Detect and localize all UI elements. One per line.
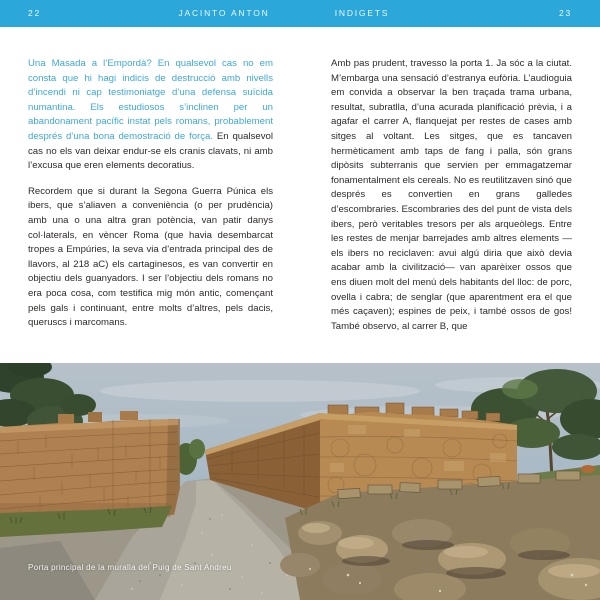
paragraph-3: Amb pas prudent, travesso la porta 1. Ja sóc a la ciutat. M’embarga una sensació d’estranya eufòria. L’audioguia em convida a observar la ben traçada trama urbana, resultat, subratlla, d’una acurada planificació prèvia, i a agafar el carrer A, flanquejat per restes de cases amb sitges al voltant. Les sitges, que es tancaven hermèticament amb taps de fang i palla, són grans dipòsits subterranis que servien per emmagatzemar fonamentalment els cereals. No es reutilitzaven sinó que després es convertien en grans galledes d’escombraries. Escombraries des del punt de vista dels ibers, però veritables tresors per als arqueòlegs. Entre les restes de menjar barrejades amb altres elements —els ibers no reciclaven: avui algú diria que això devia acabar amb la civilització— van aparèixer ossos que ens diuen molt del menú dels habitants del lloc: de porc, ovella i cabra; de senglar (que aparentment era el que més caçaven); espines de peix, i també ossos de gos! També observo, al carrer B, que — [331, 58, 572, 332]
page-number-left: 22 — [28, 8, 42, 18]
running-header-section: INDIGETS — [334, 8, 390, 18]
left-text-column — [28, 57, 273, 342]
paragraph-1-rest: En qualsevol cas no els van deixar endur-se els cranis clavats, ni amb l’excusa que eren elements decoratius. — [28, 130, 273, 172]
running-header-author: JACINTO ANTON — [178, 8, 270, 18]
page-number-right: 23 — [558, 8, 572, 18]
header-bar — [0, 0, 600, 27]
photo-caption: Porta principal de la muralla del Puig de Sant Andreu — [28, 563, 232, 572]
paragraph-1-lead: Una Masada a l’Empordà? En qualsevol cas no em consta que hi hagi indicis de destrucció amb nivells d’incendi ni cap testimoniatge d’una defensa suïcida numantina. Els estudiosos s’inclinen per un abandonament pacífic instat pels romans, probablement després d’una bona demostració de força. — [28, 58, 273, 142]
paragraph-2: Recordem que si durant la Segona Guerra Púnica els ibers, que s’aliaven a conveniència (o per prudència) amb una o una altra gran potència, van patir danys col·laterals, en vèncer Roma (que havia desembarcat tropes a Empúries, la seva via d’entrada principal des de llavors, al 218 aC) els cartaginesos, es van convertir en objectiu dels guanyadors. I ser l’objectiu dels romans no era poca cosa, com testifica mig món antic, començant pels gals i continuant, entre molts d’altres, pels dacis, queruscs i marcomans. — [28, 185, 273, 329]
paragraph-1 — [28, 57, 273, 174]
photo-ruins — [0, 363, 600, 600]
right-text-column — [331, 57, 572, 345]
